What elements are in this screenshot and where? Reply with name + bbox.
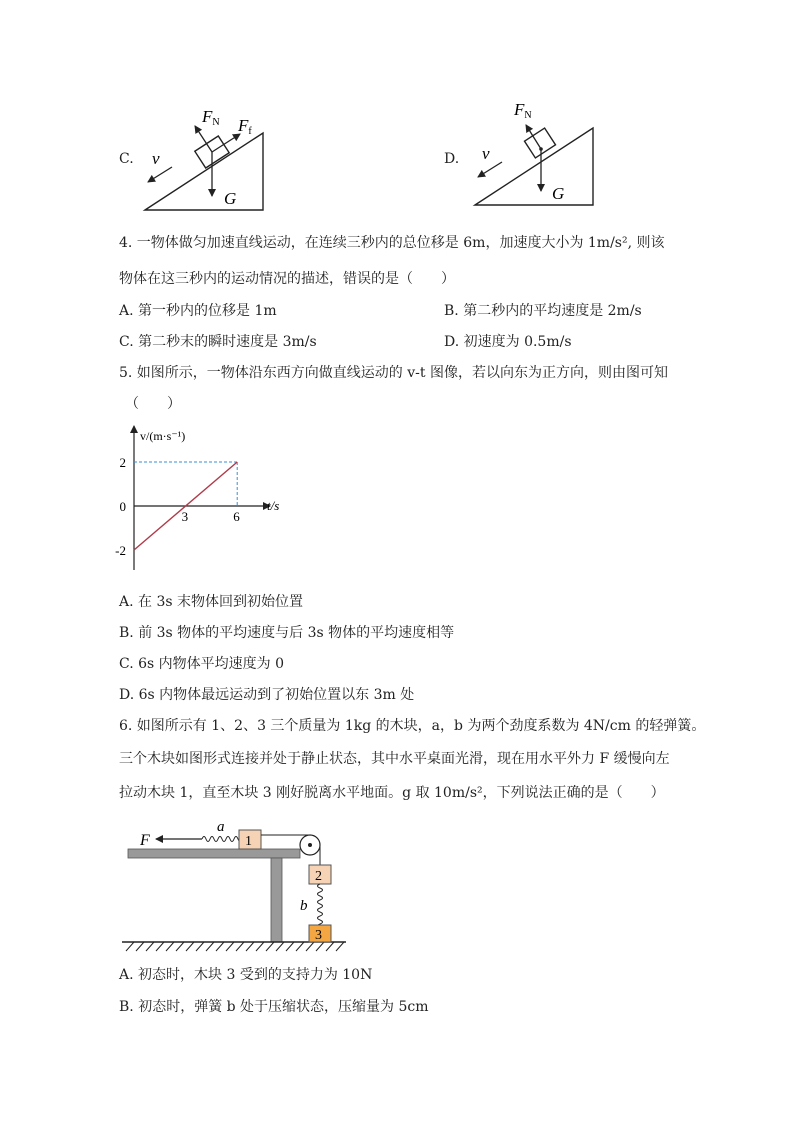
v-label: v <box>152 149 160 168</box>
block-1-label: 1 <box>245 834 252 849</box>
g-label: G <box>552 184 565 203</box>
g-label: G <box>224 189 237 208</box>
table-leg <box>271 858 282 942</box>
block-3-label: 3 <box>315 928 322 943</box>
x-tick-label: 3 <box>181 509 189 524</box>
velocity-arrow <box>148 167 172 182</box>
fn-label: FN <box>202 107 220 128</box>
force-label: F <box>140 832 150 849</box>
y-tick-label: 0 <box>119 499 126 514</box>
v-label: v <box>482 144 490 163</box>
q6-stem-line3: 拉动木块 1，直至木块 3 刚好脱离水平地面。g 取 10m/s²，下列说法正确的是（ ） <box>119 785 665 801</box>
q4-option-b: B. 第二秒内的平均速度是 2m/s <box>444 303 642 319</box>
x-axis-label: t/s <box>267 498 280 513</box>
y-tick-label: 2 <box>119 455 126 470</box>
ff-label: Ff <box>238 116 252 137</box>
q5-option-d: D. 6s 内物体最远运动到了初始位置以东 3m 处 <box>119 687 415 703</box>
q4-option-a: A. 第一秒内的位移是 1m <box>119 303 277 319</box>
q4-option-d: D. 初速度为 0.5m/s <box>444 334 572 350</box>
q4-stem-line2: 物体在这三秒内的运动情况的描述，错误的是（ ） <box>119 271 455 287</box>
q6-option-a: A. 初态时，木块 3 受到的支持力为 10N <box>119 967 373 983</box>
option-c-figure <box>140 100 280 215</box>
q4-option-c: C. 第二秒末的瞬时速度是 3m/s <box>119 334 317 350</box>
normal-force-arrow <box>526 125 541 149</box>
q6-stem-line1: 6. 如图所示有 1、2、3 三个质量为 1kg 的木块，a，b 为两个劲度系数为 4N/cm 的轻弹簧。 <box>119 718 706 734</box>
q5-stem-line2: （ ） <box>125 396 181 412</box>
option-c-label: C. <box>119 151 134 167</box>
q5-option-b: B. 前 3s 物体的平均速度与后 3s 物体的平均速度相等 <box>119 625 455 641</box>
x-tick-label: 6 <box>233 509 240 524</box>
y-tick-label: -2 <box>115 543 126 558</box>
vt-chart <box>110 420 300 585</box>
spring-b <box>318 884 323 930</box>
ground-hatch <box>126 942 344 951</box>
option-d-label: D. <box>444 151 460 167</box>
option-d-figure <box>470 95 610 210</box>
q5-option-a: A. 在 3s 末物体回到初始位置 <box>119 594 304 610</box>
spring-blocks-figure <box>118 815 358 955</box>
q4-stem-line1: 4. 一物体做匀加速直线运动，在连续三秒内的总位移是 6m，加速度大小为 1m/s², 则该 <box>119 235 665 251</box>
incline <box>475 128 593 205</box>
q6-option-b: B. 初态时，弹簧 b 处于压缩状态，压缩量为 5cm <box>119 999 429 1015</box>
block <box>524 128 555 158</box>
q6-stem-line2: 三个木块如图形式连接并处于静止状态，其中水平桌面光滑，现在用水平外力 F 缓慢向左 <box>119 751 670 767</box>
q5-option-c: C. 6s 内物体平均速度为 0 <box>119 656 285 672</box>
q5-stem-line1: 5. 如图所示，一物体沿东西方向做直线运动的 v-t 图像，若以向东为正方向，则由图可知 <box>119 365 668 381</box>
block-2-label: 2 <box>315 869 322 884</box>
normal-force-arrow <box>195 126 212 152</box>
velocity-arrow <box>478 162 502 177</box>
spring-a-label: a <box>217 819 225 835</box>
fn-label: FN <box>514 100 532 121</box>
spring-b-label: b <box>300 898 308 914</box>
table-top <box>128 849 300 858</box>
y-axis-label: v/(m·s⁻¹) <box>140 429 186 443</box>
